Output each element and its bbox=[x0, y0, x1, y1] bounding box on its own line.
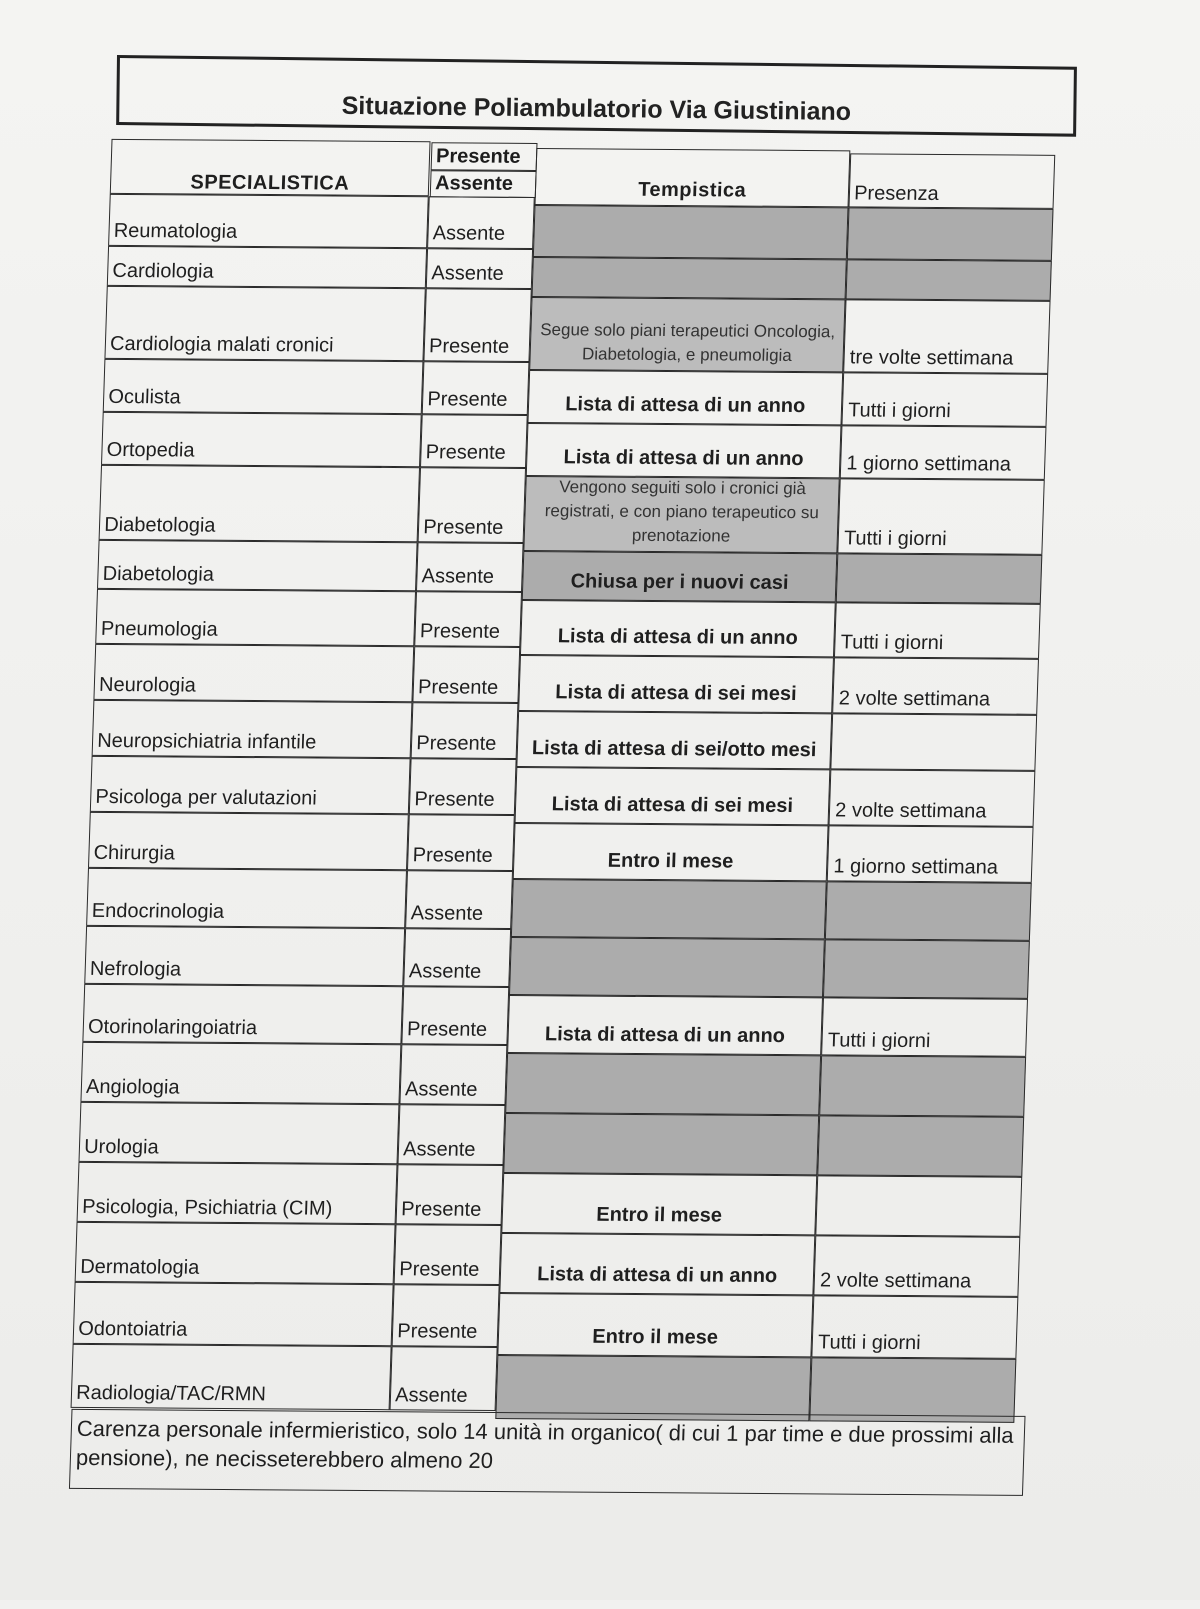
tempistica-cell bbox=[518, 655, 834, 713]
specialistica-cell bbox=[75, 1222, 396, 1284]
tempistica-text: Entro il mese bbox=[607, 849, 734, 873]
stato-cell bbox=[427, 196, 535, 249]
presenza-cell bbox=[815, 1176, 1022, 1238]
tempistica-cell bbox=[507, 995, 823, 1055]
specialistica-cell bbox=[99, 465, 420, 542]
tempistica-text: Lista di attesa di sei/otto mesi bbox=[531, 737, 817, 762]
specialistica-cell bbox=[95, 589, 416, 646]
stato-cell bbox=[396, 1164, 504, 1225]
stato-cell bbox=[394, 1224, 502, 1285]
tempistica-cell bbox=[528, 370, 844, 425]
specialistica-text: Psicologa per valutazioni bbox=[95, 786, 318, 810]
stato-text: Assente bbox=[404, 1078, 478, 1101]
specialistica-text: Psicologia, Psichiatria (CIM) bbox=[81, 1196, 333, 1220]
stato-cell bbox=[416, 542, 524, 592]
specialistica-cell bbox=[73, 1282, 394, 1346]
header-assente bbox=[430, 170, 537, 198]
stato-cell bbox=[398, 1104, 506, 1165]
presenza-cell bbox=[847, 208, 1054, 262]
presenza-text: 2 volte settimana bbox=[834, 799, 987, 823]
presenza-cell bbox=[840, 426, 1047, 481]
presenza-text: Tutti i giorni bbox=[817, 1331, 922, 1355]
stato-text: Presente bbox=[417, 676, 499, 700]
specialistica-text: Urologia bbox=[83, 1136, 160, 1159]
specialistica-text: Chirurgia bbox=[93, 842, 176, 865]
header-presente bbox=[431, 142, 538, 171]
stato-text: Presente bbox=[398, 1258, 480, 1282]
stato-text: Assente bbox=[432, 222, 506, 245]
tempistica-cell bbox=[520, 600, 836, 657]
presenza-cell bbox=[846, 260, 1052, 302]
stato-cell bbox=[422, 361, 530, 415]
tempistica-text: Chiusa per i nuovi casi bbox=[570, 570, 789, 595]
stato-text: Assente bbox=[410, 902, 484, 925]
header-presente-label: Presente bbox=[435, 144, 521, 168]
stato-cell bbox=[390, 1346, 498, 1411]
specialistica-text: Cardiologia malati cronici bbox=[109, 333, 334, 357]
specialistica-cell bbox=[81, 1042, 402, 1104]
tempistica-cell bbox=[509, 937, 825, 997]
presenza-text: 1 giorno settimana bbox=[833, 855, 999, 879]
header-specialistica bbox=[110, 139, 431, 196]
specialistica-text: Diabetologia bbox=[103, 514, 216, 537]
presenza-cell bbox=[836, 554, 1043, 605]
specialistica-text: Neuropsichiatria infantile bbox=[96, 730, 317, 754]
stato-text: Presente bbox=[406, 1018, 488, 1042]
stato-cell bbox=[411, 702, 519, 759]
specialistica-cell bbox=[105, 286, 426, 361]
presenza-text: 2 volte settimana bbox=[819, 1269, 972, 1293]
specialistica-text: Nefrologia bbox=[89, 958, 182, 981]
presenza-text: Tutti i giorni bbox=[827, 1029, 931, 1053]
tempistica-text: Entro il mese bbox=[592, 1325, 719, 1349]
tempistica-text: Lista di attesa di un anno bbox=[557, 625, 799, 650]
tempistica-cell bbox=[529, 297, 845, 372]
presenza-cell bbox=[838, 479, 1045, 556]
presenza-cell bbox=[819, 1056, 1026, 1118]
tempistica-cell bbox=[511, 879, 827, 939]
stato-cell bbox=[413, 646, 521, 703]
tempistica-cell bbox=[500, 1233, 816, 1295]
stato-text: Presente bbox=[428, 335, 510, 359]
header-tempistica-label: Tempistica bbox=[637, 178, 747, 202]
stato-text: Presente bbox=[422, 516, 504, 540]
specialistica-cell bbox=[92, 700, 413, 758]
specialistica-text: Angiologia bbox=[85, 1076, 180, 1099]
presenza-text: 2 volte settimana bbox=[838, 687, 991, 711]
stato-cell bbox=[426, 248, 533, 289]
specialistica-text: Reumatologia bbox=[113, 220, 238, 244]
stato-cell bbox=[407, 814, 515, 871]
presenza-text: Tutti i giorni bbox=[843, 527, 948, 551]
tempistica-cell bbox=[522, 551, 838, 602]
presenza-cell bbox=[825, 882, 1032, 942]
specialistica-cell bbox=[103, 359, 424, 414]
presenza-cell bbox=[809, 1358, 1016, 1424]
stato-text: Presente bbox=[415, 732, 497, 756]
specialistica-cell bbox=[83, 984, 404, 1044]
stato-cell bbox=[400, 1044, 508, 1105]
specialistica-cell bbox=[88, 812, 409, 870]
stato-text: Presente bbox=[419, 620, 501, 644]
specialistica-text: Oculista bbox=[108, 386, 182, 409]
presenza-cell bbox=[812, 1296, 1019, 1360]
presenza-text: Tutti i giorni bbox=[840, 631, 944, 655]
specialistica-cell bbox=[79, 1102, 400, 1164]
tempistica-cell bbox=[498, 1293, 814, 1357]
specialistica-cell bbox=[107, 246, 427, 288]
specialistica-cell bbox=[86, 868, 407, 928]
tempistica-cell bbox=[526, 423, 842, 478]
stato-cell bbox=[392, 1284, 500, 1347]
tempistica-cell bbox=[515, 767, 831, 825]
presenza-cell bbox=[827, 826, 1034, 884]
stato-cell bbox=[409, 758, 517, 815]
specialistica-cell bbox=[71, 1344, 392, 1410]
page-title: Situazione Poliambulatorio Via Giustiniano bbox=[341, 91, 852, 126]
specialistica-cell bbox=[90, 756, 411, 814]
presenza-cell bbox=[831, 714, 1038, 772]
specialistica-text: Otorinolaringoiatria bbox=[87, 1016, 258, 1040]
stato-cell bbox=[405, 870, 513, 929]
tempistica-cell bbox=[533, 205, 849, 259]
tempistica-text: Entro il mese bbox=[595, 1203, 723, 1227]
stato-cell bbox=[420, 414, 528, 468]
header-assente-label: Assente bbox=[434, 172, 514, 195]
specialistica-text: Dermatologia bbox=[79, 1256, 200, 1279]
presenza-text: Tutti i giorni bbox=[847, 399, 952, 423]
presenza-cell bbox=[842, 373, 1049, 428]
specialistica-cell bbox=[101, 412, 422, 467]
presenza-cell bbox=[814, 1236, 1021, 1298]
specialistica-text: Radiologia/TAC/RMN bbox=[75, 1382, 267, 1406]
stato-text: Presente bbox=[400, 1198, 482, 1222]
stato-cell bbox=[402, 986, 510, 1045]
presenza-text: tre volte settimana bbox=[849, 346, 1014, 370]
specialistica-cell bbox=[97, 540, 418, 591]
tempistica-text: Lista di attesa di un anno bbox=[564, 393, 806, 418]
tempistica-text: Vengono seguiti solo i cronici già registrati, e con piano terapeutico su prenotazione bbox=[544, 477, 820, 546]
tempistica-text: Lista di attesa di sei mesi bbox=[555, 681, 797, 706]
stato-text: Presente bbox=[396, 1320, 478, 1344]
stato-cell bbox=[403, 928, 511, 987]
presenza-text: 1 giorno settimana bbox=[846, 452, 1012, 476]
tempistica-cell bbox=[505, 1053, 821, 1115]
stato-text: Presente bbox=[412, 844, 494, 868]
specialistica-text: Odontoiatria bbox=[77, 1318, 188, 1341]
stato-cell bbox=[424, 288, 532, 362]
tempistica-cell bbox=[524, 476, 840, 553]
tempistica-cell bbox=[513, 823, 829, 881]
tempistica-cell bbox=[503, 1113, 819, 1175]
presenza-cell bbox=[821, 998, 1028, 1058]
specialistica-cell bbox=[94, 644, 415, 702]
stato-text: Assente bbox=[408, 960, 482, 983]
presenza-cell bbox=[834, 603, 1041, 660]
specialistica-text: Ortopedia bbox=[106, 439, 195, 462]
stato-text: Presente bbox=[427, 388, 508, 412]
tempistica-cell bbox=[501, 1173, 817, 1235]
tempistica-cell bbox=[532, 257, 847, 299]
tempistica-text: Lista di attesa di un anno bbox=[544, 1023, 786, 1048]
specialistica-text: Neurologia bbox=[98, 674, 197, 697]
stato-text: Assente bbox=[421, 565, 495, 588]
staff-shortage-note: Carenza personale infermieristico, solo 14 unità in organico( di cui 1 par time e due prossimi alla pensione), ne necisseterebbero almeno 20 bbox=[69, 1409, 1026, 1496]
tempistica-cell bbox=[517, 711, 833, 769]
tempistica-text: Lista di attesa di sei mesi bbox=[551, 793, 794, 818]
presenza-cell bbox=[823, 940, 1030, 1000]
presenza-cell bbox=[843, 300, 1050, 375]
specialistica-text: Pneumologia bbox=[100, 618, 219, 641]
stato-text: Assente bbox=[431, 262, 505, 285]
presenza-cell bbox=[817, 1116, 1024, 1178]
tempistica-text: Lista di attesa di un anno bbox=[536, 1263, 778, 1288]
header-presenza bbox=[849, 154, 1056, 210]
tempistica-text: Lista di attesa di un anno bbox=[563, 446, 804, 471]
specialistica-text: Diabetologia bbox=[102, 563, 215, 586]
stato-text: Presente bbox=[425, 441, 507, 465]
specialistica-cell bbox=[77, 1162, 398, 1224]
specialistica-cell bbox=[84, 926, 405, 986]
stato-text: Assente bbox=[402, 1138, 476, 1161]
presenza-cell bbox=[829, 770, 1036, 828]
stato-text: Assente bbox=[394, 1384, 468, 1407]
header-tempistica bbox=[535, 148, 851, 207]
stato-text: Presente bbox=[414, 788, 495, 812]
header-specialistica-label: SPECIALISTICA bbox=[190, 171, 350, 195]
tempistica-text: Segue solo piani terapeutici Oncologia, Diabetologia, e pneumoligia bbox=[539, 320, 836, 366]
specialistica-text: Cardiologia bbox=[112, 260, 215, 283]
stato-cell bbox=[418, 467, 526, 543]
presenza-cell bbox=[832, 658, 1039, 716]
header-presenza-label: Presenza bbox=[853, 182, 940, 206]
specialistica-cell bbox=[108, 194, 429, 248]
specialistica-text: Endocrinologia bbox=[91, 900, 225, 924]
stato-cell bbox=[414, 591, 522, 647]
